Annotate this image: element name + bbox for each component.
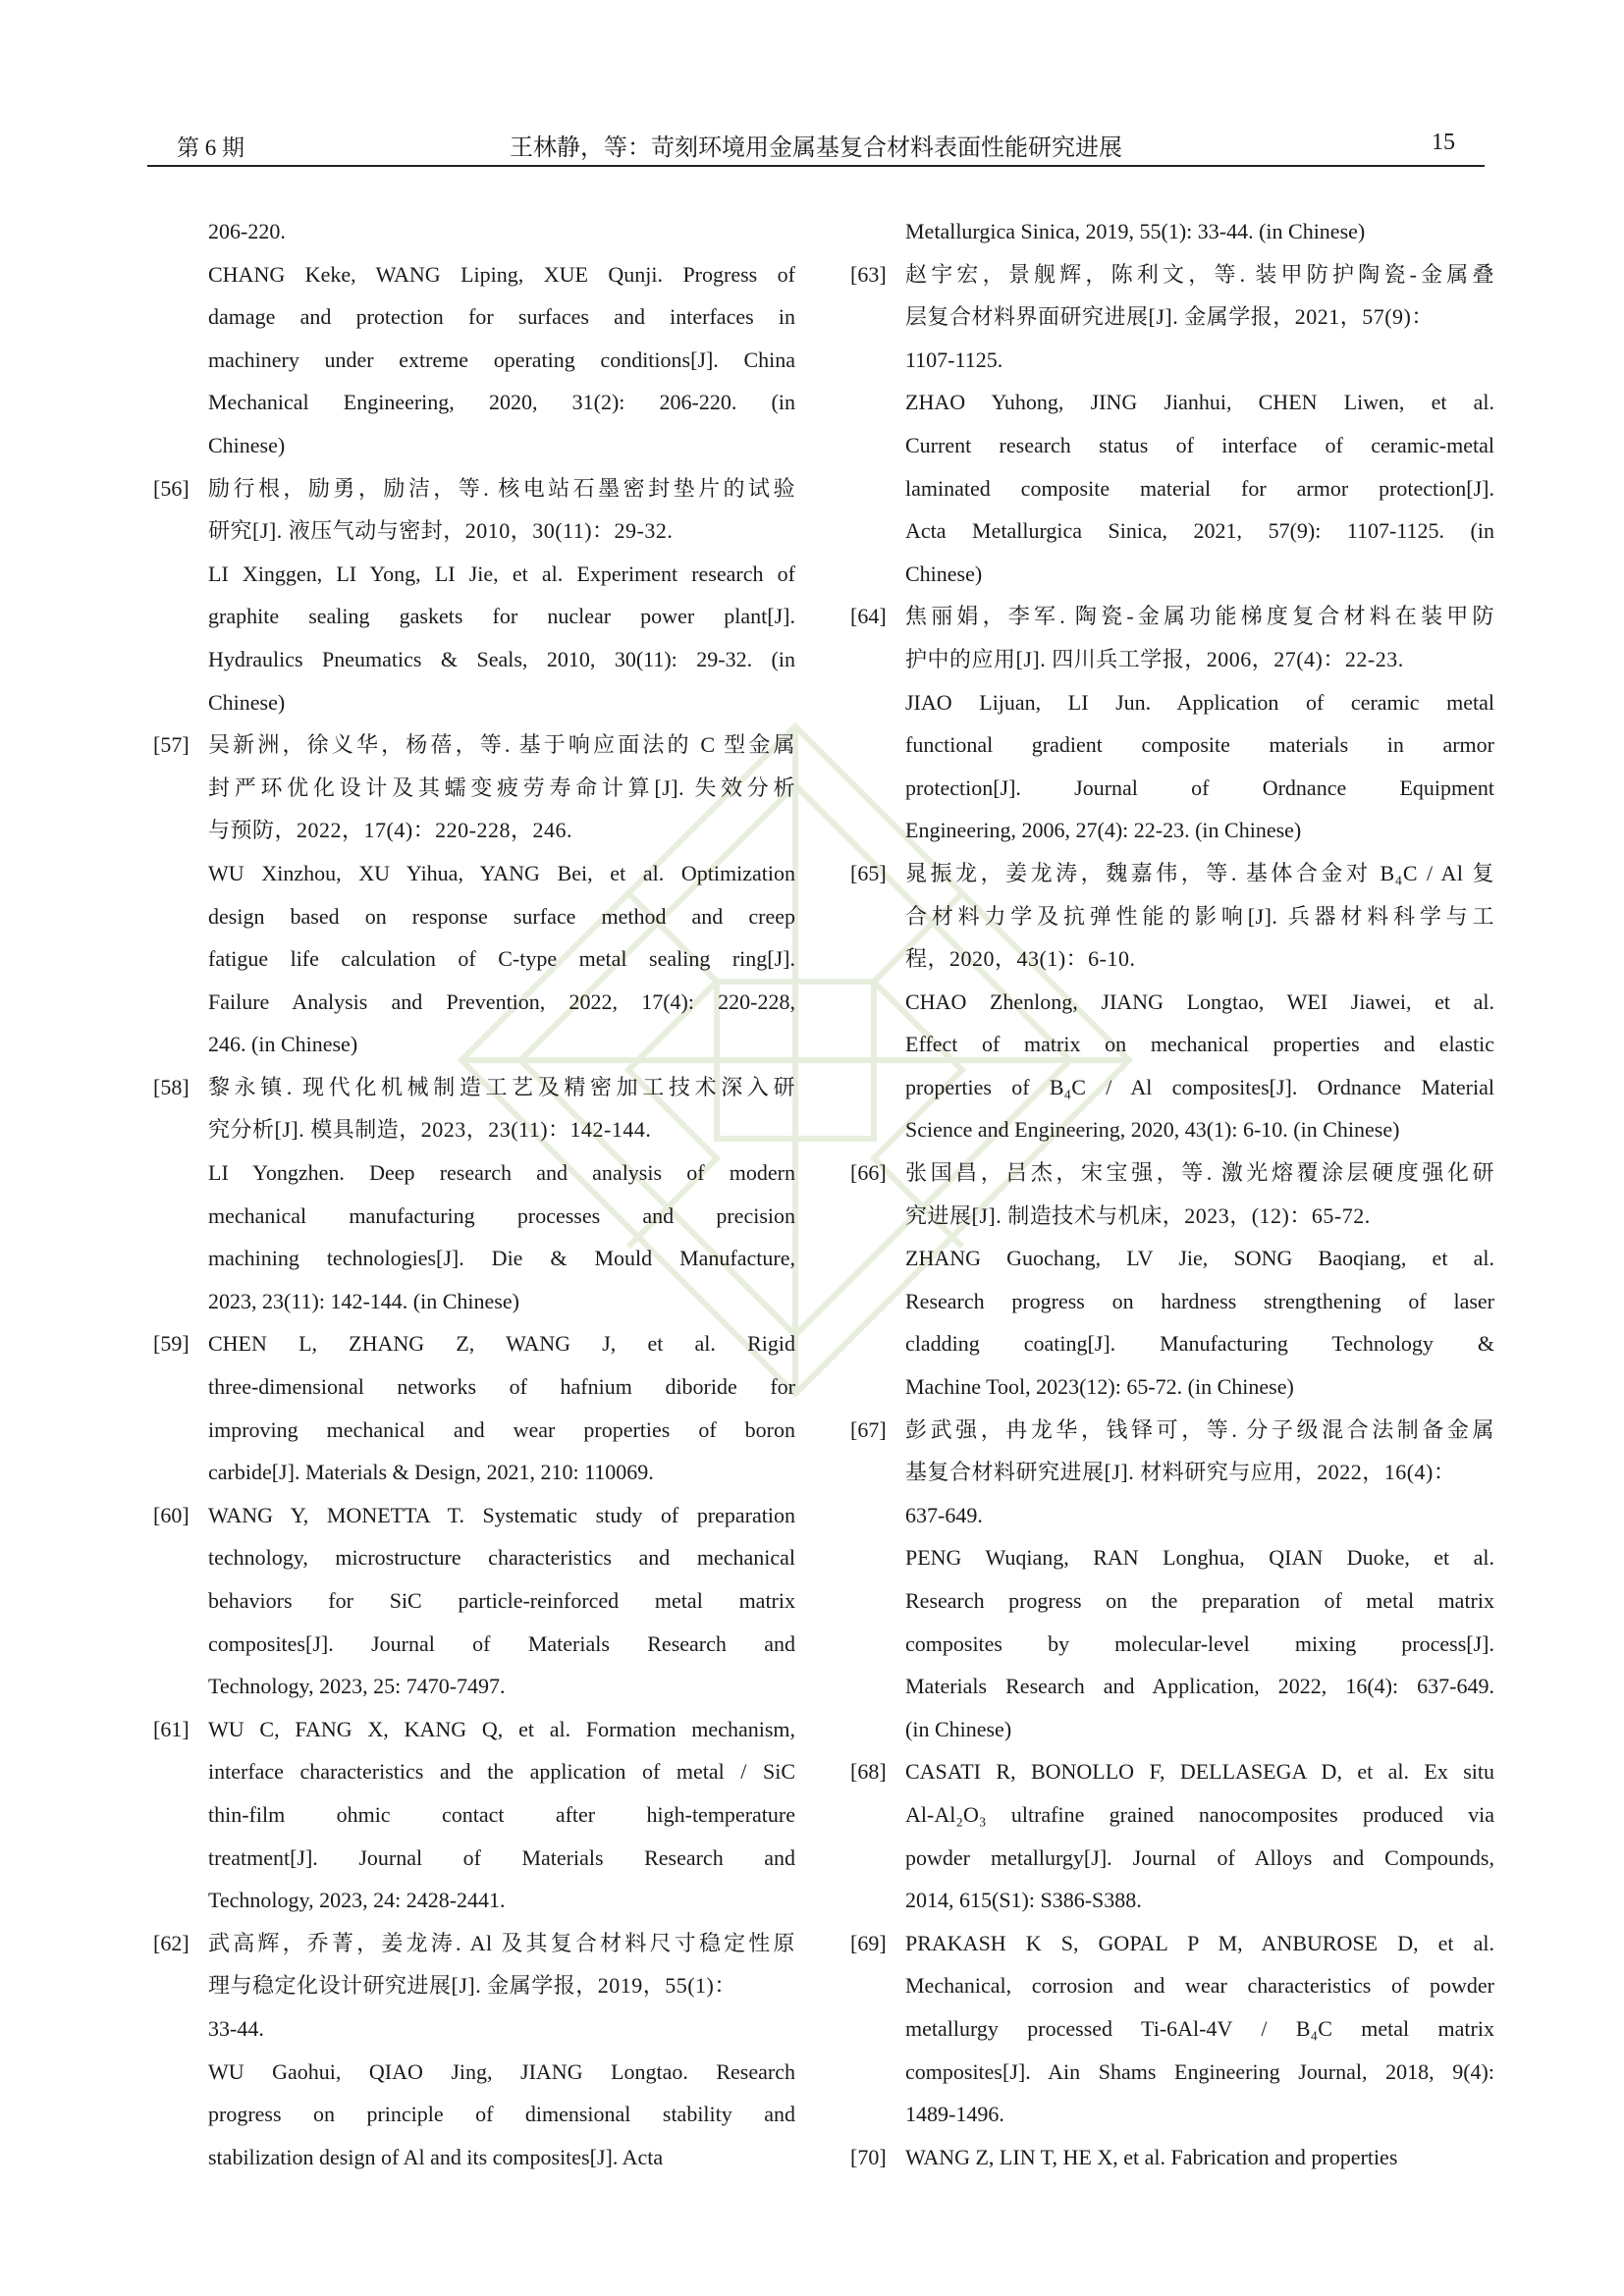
reference-line: three-dimensional networks of hafnium diboride for [208, 1374, 795, 1400]
reference-line: progress on principle of dimensional stability and [208, 2102, 795, 2127]
reference-line: ZHANG Guochang, LV Jie, SONG Baoqiang, et al. [905, 1246, 1494, 1271]
reference-line: thin-film ohmic contact after high-temperature [208, 1801, 795, 1827]
reference-line: Technology, 2023, 24: 2428-2441. [208, 1888, 506, 1913]
reference-line: protection[J]. Journal of Ordnance Equipment [905, 774, 1494, 800]
reference-line: Technology, 2023, 25: 7470-7497. [208, 1674, 506, 1699]
reference-line: improving mechanical and wear properties of boron [208, 1416, 795, 1442]
reference-line: 2014, 615(S1): S386-S388. [905, 1888, 1142, 1913]
reference-line: composites[J]. Ain Shams Engineering Journal, 2018, 9(4): [905, 2058, 1494, 2084]
reference-line: WU Gaohui, QIAO Jing, JIANG Longtao. Research [208, 2058, 795, 2084]
reference-line: treatment[J]. Journal of Materials Research and [208, 1844, 795, 1870]
reference-entry [844, 253, 1494, 596]
reference-number: [67] [850, 1416, 887, 1442]
reference-entry [147, 467, 795, 724]
reference-line: Hydraulics Pneumatics & Seals, 2010, 30(11): 29-32. (in [208, 646, 795, 671]
reference-line: Chinese) [208, 689, 286, 715]
reference-line: 1489-1496. [905, 2102, 1004, 2127]
reference-line: 吴新洲，徐义华，杨蓓，等. 基于响应面法的 C 型金属 [208, 732, 795, 758]
reference-line: 赵宇宏，景舰辉，陈利文，等. 装甲防护陶瓷-金属叠 [905, 261, 1494, 287]
reference-line: 晁振龙，姜龙涛，魏嘉伟，等. 基体合金对 B₄C / Al 复 [905, 860, 1494, 885]
reference-entry [844, 210, 1494, 253]
reference-number: [58] [153, 1074, 189, 1099]
running-title: 王林静，等：苛刻环境用金属基复合材料表面性能研究进展 [510, 135, 1122, 161]
reference-line: 1107-1125. [905, 347, 1003, 372]
reference-line: Effect of matrix on mechanical properties and elastic [905, 1032, 1494, 1057]
reference-line: LI Xinggen, LI Yong, LI Jie, et al. Experiment research of [208, 561, 795, 586]
reference-line: ZHAO Yuhong, JING Jianhui, CHEN Liwen, et al. [905, 390, 1494, 415]
reference-line: CHAO Zhenlong, JIANG Longtao, WEI Jiawei, et al. [905, 988, 1494, 1014]
reference-number: [57] [153, 732, 189, 758]
reference-line: laminated composite material for armor protection[J]. [905, 475, 1494, 501]
reference-line: WANG Y, MONETTA T. Systematic study of preparation [208, 1502, 795, 1527]
reference-line: damage and protection for surfaces and interfaces in [208, 304, 795, 330]
reference-line: WANG Z, LIN T, HE X, et al. Fabrication and properties [905, 2144, 1398, 2169]
reference-entry [844, 852, 1494, 1151]
reference-entry [844, 595, 1494, 852]
reference-line: 励行根，励勇，励洁，等. 核电站石墨密封垫片的试验 [208, 475, 795, 501]
reference-number: [64] [850, 604, 887, 629]
reference-entry [147, 1322, 795, 1493]
reference-line: 637-649. [905, 1502, 983, 1527]
reference-line: WU C, FANG X, KANG Q, et al. Formation mechanism, [208, 1716, 795, 1741]
reference-line: Mechanical Engineering, 2020, 31(2): 206-220. (in [208, 390, 795, 415]
reference-line: composites by molecular-level mixing process[J]. [905, 1630, 1494, 1656]
reference-entry [147, 1494, 795, 1708]
reference-line: cladding coating[J]. Manufacturing Technology & [905, 1331, 1494, 1357]
reference-entry [147, 723, 795, 1066]
reference-line: machinery under extreme operating conditions[J]. China [208, 347, 795, 372]
reference-line: properties of B₄C / Al composites[J]. Ordnance Material [905, 1074, 1494, 1099]
reference-line: carbide[J]. Materials & Design, 2021, 210: 110069. [208, 1460, 654, 1485]
reference-line: 研究[J]. 液压气动与密封，2010，30(11)：29-32. [208, 518, 674, 544]
reference-number: [59] [153, 1331, 189, 1357]
reference-line: metallurgy processed Ti-6Al-4V / B₄C metal matrix [905, 2015, 1494, 2041]
reference-line: 合材料力学及抗弹性能的影响[J]. 兵器材料科学与工 [905, 903, 1494, 929]
reference-entry [844, 1750, 1494, 1921]
right-column [844, 210, 1494, 2178]
reference-entry [844, 1409, 1494, 1751]
reference-line: 武高辉，乔菁，姜龙涛. Al 及其复合材料尺寸稳定性原 [208, 1930, 795, 1955]
reference-number: [70] [850, 2144, 887, 2169]
reference-entry [147, 1066, 795, 1323]
reference-line: 黎永镇. 现代化机械制造工艺及精密加工技术深入研 [208, 1074, 795, 1099]
reference-line: (in Chinese) [905, 1716, 1012, 1741]
reference-line: behaviors for SiC particle-reinforced metal matrix [208, 1588, 795, 1613]
reference-line: 206-220. [208, 219, 286, 243]
reference-line: 2023, 23(11): 142-144. (in Chinese) [208, 1288, 519, 1313]
page-number: 15 [1432, 130, 1455, 155]
reference-entry [147, 253, 795, 467]
reference-line: CASATI R, BONOLLO F, DELLASEGA D, et al. Ex situ [905, 1759, 1494, 1785]
reference-line: interface characteristics and the application of metal / SiC [208, 1759, 795, 1785]
reference-line: Current research status of interface of ceramic-metal [905, 432, 1494, 457]
reference-line: Al-Al₂O₃ ultrafine grained nanocomposites produced via [905, 1801, 1494, 1827]
reference-number: [62] [153, 1930, 189, 1955]
reference-line: 33-44. [208, 2015, 264, 2041]
reference-line: 焦丽娟，李军. 陶瓷-金属功能梯度复合材料在装甲防 [905, 604, 1494, 629]
reference-line: Research progress on hardness strengthening of laser [905, 1288, 1494, 1313]
reference-line: fatigue life calculation of C-type metal sealing ring[J]. [208, 946, 795, 972]
reference-line: mechanical manufacturing processes and precision [208, 1202, 795, 1228]
reference-line: graphite sealing gaskets for nuclear power plant[J]. [208, 604, 795, 629]
reference-line: 彭武强，冉龙华，钱铎可，等. 分子级混合法制备金属 [905, 1416, 1494, 1442]
reference-number: [56] [153, 475, 189, 501]
reference-line: machining technologies[J]. Die & Mould Manufacture, [208, 1246, 795, 1271]
reference-line: PRAKASH K S, GOPAL P M, ANBUROSE D, et al. [905, 1930, 1494, 1955]
reference-line: 246. (in Chinese) [208, 1032, 358, 1057]
reference-line: technology, microstructure characteristics and mechanical [208, 1545, 795, 1571]
reference-line: 究分析[J]. 模具制造，2023，23(11)：142-144. [208, 1117, 652, 1143]
reference-entry [147, 1922, 795, 2179]
reference-line: CHEN L, ZHANG Z, WANG J, et al. Rigid [208, 1331, 795, 1357]
reference-number: [63] [850, 261, 887, 287]
reference-line: 究进展[J]. 制造技术与机床，2023，(12)：65-72. [905, 1202, 1371, 1228]
reference-number: [60] [153, 1502, 189, 1527]
reference-line: PENG Wuqiang, RAN Longhua, QIAN Duoke, et al. [905, 1545, 1494, 1571]
reference-line: composites[J]. Journal of Materials Research and [208, 1630, 795, 1656]
reference-line: Metallurgica Sinica, 2019, 55(1): 33-44. (in Chinese) [905, 219, 1366, 243]
reference-line: Machine Tool, 2023(12): 65-72. (in Chinese) [905, 1374, 1294, 1400]
reference-line: Failure Analysis and Prevention, 2022, 17(4): 220-228, [208, 988, 795, 1014]
reference-number: [61] [153, 1716, 189, 1741]
reference-line: Materials Research and Application, 2022, 16(4): 637-649. [905, 1674, 1494, 1699]
reference-number: [66] [850, 1160, 887, 1186]
reference-line: functional gradient composite materials in armor [905, 732, 1494, 758]
reference-line: 基复合材料研究进展[J]. 材料研究与应用，2022，16(4)： [905, 1460, 1456, 1485]
reference-line: 护中的应用[J]. 四川兵工学报，2006，27(4)：22-23. [905, 646, 1404, 671]
reference-line: design based on response surface method and creep [208, 903, 795, 929]
reference-entry [844, 1922, 1494, 2136]
reference-entry [147, 1708, 795, 1922]
reference-line: 理与稳定化设计研究进展[J]. 金属学报，2019，55(1)： [208, 1973, 736, 1999]
reference-line: 封严环优化设计及其蠕变疲劳寿命计算[J]. 失效分析 [208, 774, 795, 800]
reference-line: 与预防，2022，17(4)：220-228，246. [208, 818, 572, 843]
reference-line: Engineering, 2006, 27(4): 22-23. (in Chinese) [905, 818, 1302, 843]
reference-line: CHANG Keke, WANG Liping, XUE Qunji. Progress of [208, 261, 795, 287]
page-header [147, 0, 1485, 159]
reference-line: 程，2020，43(1)：6-10. [905, 946, 1136, 972]
reference-line: Mechanical, corrosion and wear characteristics of powder [905, 1973, 1494, 1999]
reference-number: [65] [850, 860, 887, 885]
issue-number: 第 6 期 [177, 135, 244, 160]
header-rule [147, 165, 1485, 167]
reference-entry [844, 1151, 1494, 1409]
reference-line: LI Yongzhen. Deep research and analysis of modern [208, 1160, 795, 1186]
reference-line: Acta Metallurgica Sinica, 2021, 57(9): 1107-1125. (in [905, 518, 1494, 544]
reference-number: [69] [850, 1930, 887, 1955]
reference-line: Chinese) [208, 432, 286, 457]
reference-line: Research progress on the preparation of metal matrix [905, 1588, 1494, 1613]
reference-line: Science and Engineering, 2020, 43(1): 6-10. (in Chinese) [905, 1117, 1400, 1143]
reference-number: [68] [850, 1759, 887, 1785]
reference-line: Chinese) [905, 561, 983, 586]
reference-line: stabilization design of Al and its composites[J]. Acta [208, 2144, 664, 2169]
left-column [147, 210, 795, 2178]
reference-line: 层复合材料界面研究进展[J]. 金属学报，2021，57(9)： [905, 304, 1434, 330]
reference-entry [844, 2136, 1494, 2179]
reference-entry [147, 210, 795, 253]
reference-line: 张国昌，吕杰，宋宝强，等. 激光熔覆涂层硬度强化研 [905, 1160, 1494, 1186]
reference-line: powder metallurgy[J]. Journal of Alloys and Compounds, [905, 1844, 1494, 1870]
reference-line: JIAO Lijuan, LI Jun. Application of ceramic metal [905, 689, 1494, 715]
reference-line: WU Xinzhou, XU Yihua, YANG Bei, et al. Optimization [208, 860, 795, 885]
